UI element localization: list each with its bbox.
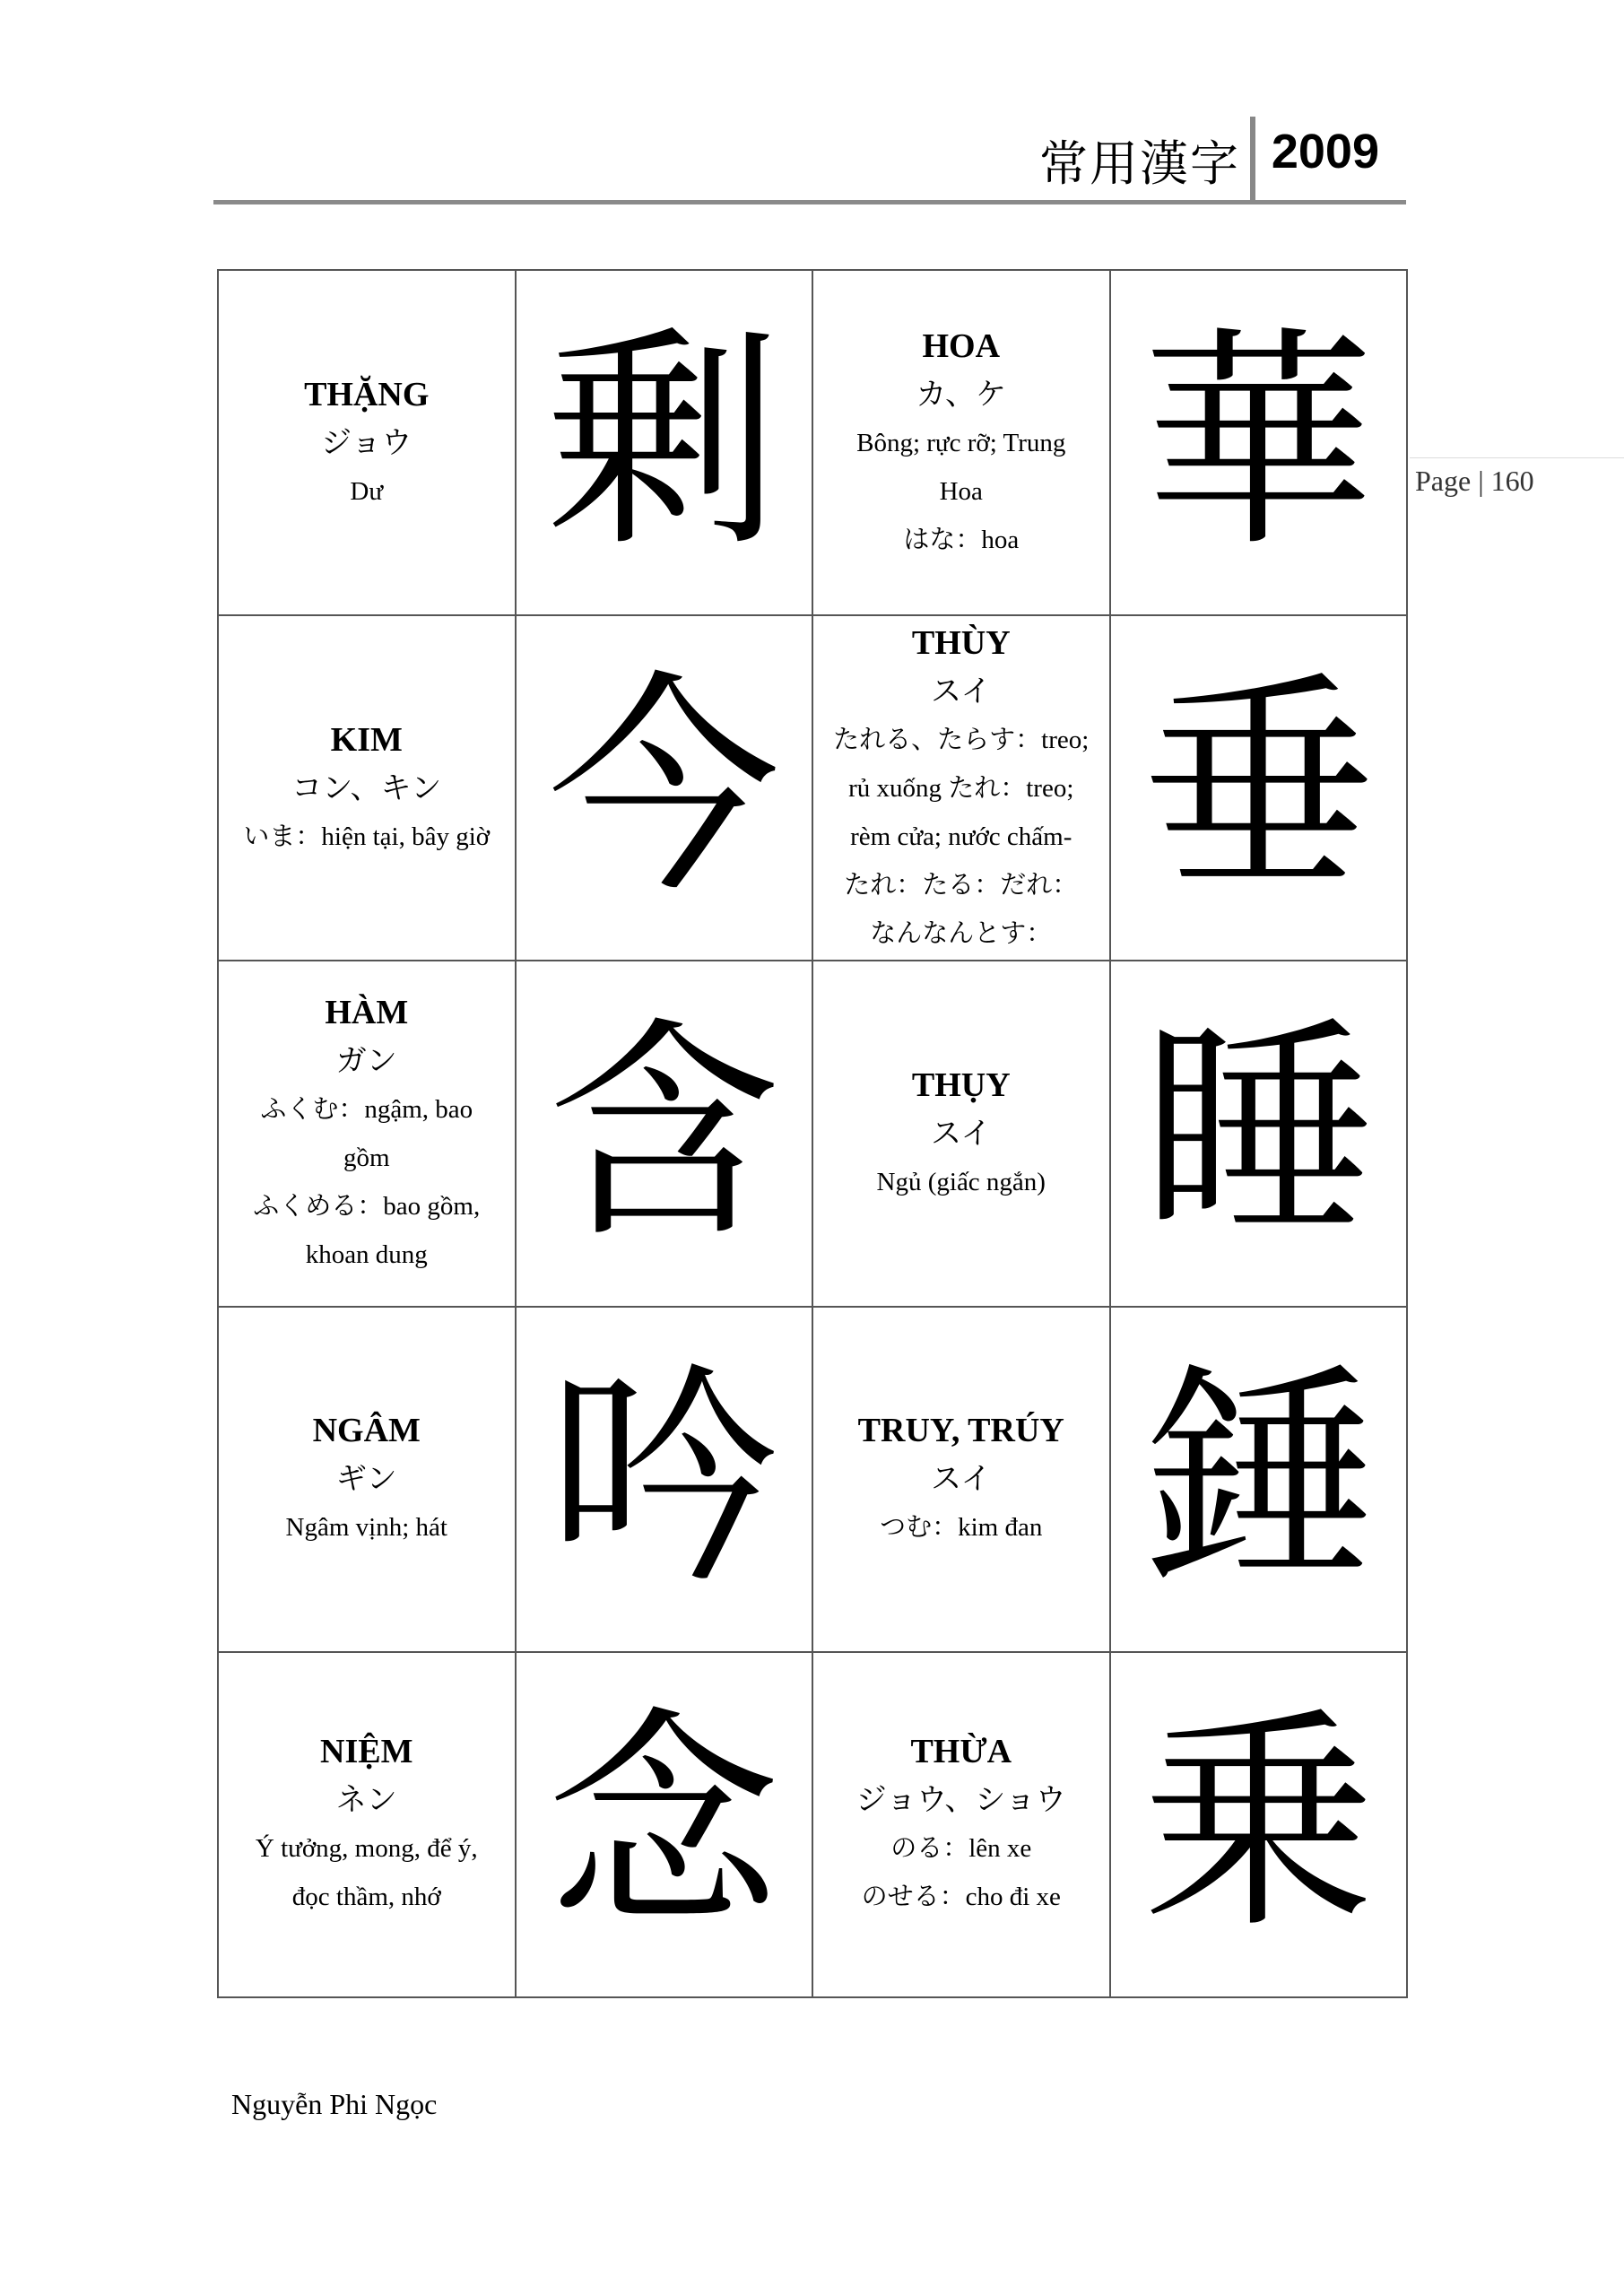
kanji-info-cell <box>218 961 516 1306</box>
kanji-character-cell <box>516 1307 813 1652</box>
on-reading: スイ <box>931 1461 992 1498</box>
on-reading: ガン <box>335 1042 397 1079</box>
meaning-line: ふくむ：ngậm, bao <box>260 1094 473 1124</box>
kanji-info-cell <box>218 615 516 961</box>
han-viet-reading: NGÂM <box>312 1412 421 1450</box>
page-number-rule <box>1410 457 1624 458</box>
kanji-character-cell <box>1110 961 1408 1306</box>
kanji-info-cell <box>218 1307 516 1652</box>
han-viet-reading: KIM <box>330 720 403 759</box>
meaning-line: Dư <box>350 476 384 506</box>
header-year: 2009 <box>1271 125 1379 178</box>
on-reading: ネン <box>335 1782 397 1819</box>
meaning-line: khoan dung <box>305 1239 428 1269</box>
kanji-character-cell <box>516 961 813 1306</box>
on-reading: ギン <box>335 1461 397 1498</box>
meaning-line: gồm <box>343 1143 390 1172</box>
han-viet-reading: HOA <box>922 326 1001 365</box>
kanji-table-body <box>218 270 1407 1997</box>
meaning-line: ふくめる：bao gồm, <box>253 1191 481 1221</box>
kanji-table <box>217 269 1408 1998</box>
kanji-row <box>218 961 1407 1306</box>
kanji-character-cell <box>1110 270 1408 615</box>
kanji-info-cell <box>218 1652 516 1997</box>
han-viet-reading: THÙY <box>911 623 1011 662</box>
kanji-info-cell <box>812 1307 1110 1652</box>
kanji-character-cell <box>516 1652 813 1997</box>
on-reading: コン、キン <box>291 770 442 806</box>
footer-author: Nguyễn Phi Ngọc <box>231 2088 438 2120</box>
meaning-line: đọc thầm, nhớ <box>291 1883 441 1912</box>
meaning-line: なんなんとす： <box>870 918 1053 948</box>
meaning-line: rèm cửa; nước chấm- <box>850 822 1073 851</box>
han-viet-reading: THỪA <box>910 1733 1012 1771</box>
kanji-character: 吟 <box>547 1344 781 1615</box>
kanji-character-cell <box>1110 1652 1408 1997</box>
han-viet-reading: TRUY, TRÚY <box>857 1412 1064 1450</box>
han-viet-reading: HÀM <box>325 993 409 1031</box>
page-number: Page | 160 <box>1415 465 1534 497</box>
kanji-character: 乗 <box>1142 1689 1376 1961</box>
meaning-line: はな：hoa <box>903 525 1020 554</box>
meaning-line: Hoa <box>939 476 983 506</box>
meaning-line: Ngâm vịnh; hát <box>285 1513 447 1543</box>
kanji-character-cell <box>1110 615 1408 961</box>
meaning-line: rủ xuống たれ：treo; <box>848 773 1074 803</box>
page-header <box>213 117 1406 204</box>
on-reading: カ、ケ <box>916 376 1007 413</box>
han-viet-reading: NIỆM <box>320 1733 413 1771</box>
kanji-info-cell <box>812 270 1110 615</box>
on-reading: スイ <box>931 1115 992 1152</box>
meaning-line: たれ：たる：だれ： <box>844 870 1079 900</box>
meaning-line: たれる、たらす：treo; <box>833 725 1090 754</box>
han-viet-reading: THỤY <box>911 1065 1011 1104</box>
meaning-line: のる：lên xe <box>890 1834 1032 1864</box>
kanji-character-cell <box>516 615 813 961</box>
kanji-row <box>218 1652 1407 1997</box>
kanji-row <box>218 615 1407 961</box>
on-reading: ジョウ、ショウ <box>855 1782 1066 1819</box>
kanji-character-cell <box>1110 1307 1408 1652</box>
meaning-line: Ngủ (giấc ngắn) <box>876 1167 1046 1196</box>
han-viet-reading: THẶNG <box>304 375 430 413</box>
on-reading: スイ <box>931 673 992 709</box>
header-divider <box>1250 117 1255 202</box>
kanji-character: 華 <box>1142 307 1376 578</box>
kanji-character: 念 <box>547 1689 781 1961</box>
kanji-character: 含 <box>547 997 781 1269</box>
kanji-row <box>218 1307 1407 1652</box>
kanji-info-cell <box>812 615 1110 961</box>
kanji-info-cell <box>812 1652 1110 1997</box>
meaning-line: つむ：kim đan <box>880 1513 1043 1543</box>
kanji-character: 錘 <box>1142 1344 1376 1615</box>
header-title: 常用漢字 <box>1039 135 1240 192</box>
kanji-row <box>218 270 1407 615</box>
kanji-character: 剰 <box>547 307 781 578</box>
on-reading: ジョウ <box>321 424 413 461</box>
meaning-line: Ý tưởng, mong, để ý, <box>255 1834 478 1864</box>
header-rule <box>213 200 1406 204</box>
meaning-line: のせる：cho đi xe <box>861 1883 1061 1912</box>
kanji-character: 今 <box>547 652 781 924</box>
kanji-character: 睡 <box>1142 997 1376 1269</box>
kanji-info-cell <box>812 961 1110 1306</box>
kanji-info-cell <box>218 270 516 615</box>
meaning-line: Bông; rực rỡ; Trung <box>856 428 1066 457</box>
meaning-line: いま：hiện tại, bây giờ <box>243 822 491 851</box>
kanji-character-cell <box>516 270 813 615</box>
kanji-character: 垂 <box>1142 652 1376 924</box>
